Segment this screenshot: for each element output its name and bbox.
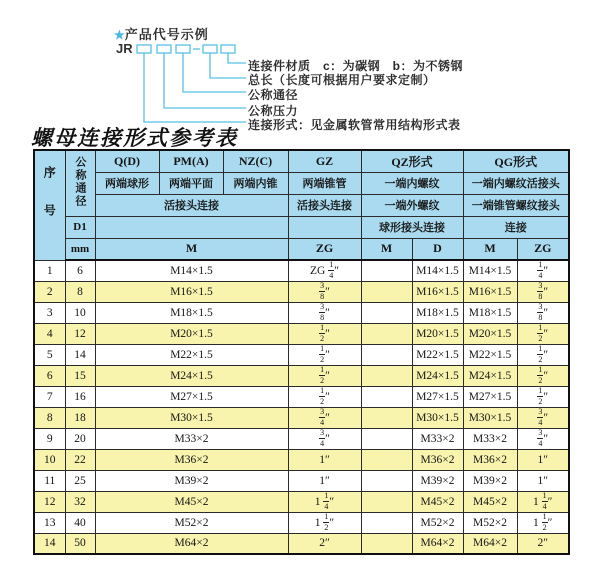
qg-m-cell: M52×2 — [463, 512, 517, 533]
m-cell: M27×1.5 — [95, 386, 288, 407]
diagram-caption-text: 产品代号示例 — [124, 27, 209, 42]
header-row-units — [34, 238, 569, 260]
qg-zg-cell: 1 $\frac{1}{2}$ ″ — [517, 512, 569, 533]
gz-cell: 1 $\frac{1}{2}$ ″ — [288, 512, 361, 533]
qg-m-cell: M39×2 — [463, 470, 517, 491]
m-cell: M45×2 — [95, 491, 288, 512]
header-end-pma: 两端平面 — [159, 172, 223, 194]
dn-cell: 18 — [65, 407, 95, 428]
table-row — [34, 449, 569, 470]
header-code-qz: QZ形式 — [361, 150, 463, 172]
header-code-nzc: NZ(C) — [223, 150, 288, 172]
dn-cell: 32 — [65, 491, 95, 512]
header-code-pma: PM(A) — [159, 150, 223, 172]
header-end-qz: 一端内螺纹 — [361, 172, 463, 194]
qg-zg-cell: $\frac{1}{2}$ ″ — [517, 323, 569, 344]
qz-m-cell — [361, 470, 412, 491]
m-cell: M39×2 — [95, 470, 288, 491]
table-row — [34, 512, 569, 533]
gz-cell: 1″ — [288, 470, 361, 491]
seq-cell: 14 — [34, 533, 65, 554]
m-cell: M14×1.5 — [95, 260, 288, 281]
table-row — [34, 323, 569, 344]
seq-cell: 6 — [34, 365, 65, 386]
seq-cell: 2 — [34, 281, 65, 302]
m-cell: M18×1.5 — [95, 302, 288, 323]
gz-cell: 1″ — [288, 449, 361, 470]
qg-zg-cell: $\frac{1}{4}$ ″ — [517, 260, 569, 281]
qg-m-cell: M64×2 — [463, 533, 517, 554]
table-row — [34, 470, 569, 491]
code-box — [203, 45, 217, 53]
qg-m-cell: M36×2 — [463, 449, 517, 470]
qg-m-cell: M20×1.5 — [463, 323, 517, 344]
table-row — [34, 302, 569, 323]
header-unit-qz-m: M — [361, 238, 412, 260]
qz-m-cell — [361, 386, 412, 407]
qg-zg-cell: 2″ — [517, 533, 569, 554]
qz-d-cell: M33×2 — [412, 428, 463, 449]
header-end-gz: 两端锥管 — [288, 172, 361, 194]
qz-d-cell: M36×2 — [412, 449, 463, 470]
qz-m-cell — [361, 407, 412, 428]
qg-m-cell: M22×1.5 — [463, 344, 517, 365]
seq-cell: 7 — [34, 386, 65, 407]
qg-zg-cell: $\frac{1}{2}$ ″ — [517, 365, 569, 386]
qz-m-cell — [361, 533, 412, 554]
dn-cell: 15 — [65, 365, 95, 386]
gz-cell: 2″ — [288, 533, 361, 554]
header-d1-qz: 球形接头连接 — [361, 216, 463, 238]
seq-cell: 10 — [34, 449, 65, 470]
qz-d-cell: M24×1.5 — [412, 365, 463, 386]
qg-zg-cell: 1 $\frac{1}{4}$ ″ — [517, 491, 569, 512]
qg-zg-cell: $\frac{1}{2}$ ″ — [517, 386, 569, 407]
table-row — [34, 260, 569, 281]
diagram-label-diameter: 公称通径 — [248, 88, 299, 102]
qg-m-cell: M27×1.5 — [463, 386, 517, 407]
qg-zg-cell: $\frac{1}{2}$ ″ — [517, 344, 569, 365]
qg-m-cell: M33×2 — [463, 428, 517, 449]
qz-d-cell: M14×1.5 — [412, 260, 463, 281]
header-unit-m: M — [95, 238, 288, 260]
qg-m-cell: M24×1.5 — [463, 365, 517, 386]
header-end-qg: 一端内螺纹活接头 — [463, 172, 569, 194]
seq-cell: 5 — [34, 344, 65, 365]
header-joint-qpn: 活接头连接 — [95, 194, 288, 216]
header-d1-label: D1 — [65, 216, 95, 238]
table-row — [34, 533, 569, 554]
qz-d-cell: M20×1.5 — [412, 323, 463, 344]
header-joint-qg: 一端锥管螺纹接头 — [463, 194, 569, 216]
qg-m-cell: M16×1.5 — [463, 281, 517, 302]
header-joint-qz: 一端外螺纹 — [361, 194, 463, 216]
seq-cell: 9 — [34, 428, 65, 449]
dn-cell: 25 — [65, 470, 95, 491]
qz-m-cell — [361, 260, 412, 281]
dn-cell: 10 — [65, 302, 95, 323]
diagram-label-pressure: 公称压力 — [248, 104, 299, 118]
dn-cell: 14 — [65, 344, 95, 365]
header-unit-qg-m: M — [463, 238, 517, 260]
qg-zg-cell: 1″ — [517, 470, 569, 491]
table-row — [34, 428, 569, 449]
table-body — [34, 260, 569, 554]
dn-header-label: 公称通径 — [74, 155, 86, 208]
table-row — [34, 407, 569, 428]
code-box — [157, 45, 171, 53]
code-box — [137, 45, 151, 53]
qz-d-cell: M45×2 — [412, 491, 463, 512]
gz-cell: $\frac{1}{2}$ ″ — [288, 323, 361, 344]
qg-m-cell: M14×1.5 — [463, 260, 517, 281]
header-end-nzc: 两端内锥 — [223, 172, 288, 194]
header-end-qd: 两端球形 — [95, 172, 159, 194]
gz-cell: $\frac{3}{8}$ ″ — [288, 281, 361, 302]
code-box — [176, 45, 190, 53]
qz-m-cell — [361, 344, 412, 365]
qz-m-cell — [361, 323, 412, 344]
seq-cell: 3 — [34, 302, 65, 323]
m-cell: M30×1.5 — [95, 407, 288, 428]
gz-cell: $\frac{1}{2}$ ″ — [288, 386, 361, 407]
code-box — [221, 45, 235, 53]
seq-cell: 4 — [34, 323, 65, 344]
seq-cell: 12 — [34, 491, 65, 512]
table-title: 螺母连接形式参考表 — [31, 125, 238, 150]
m-cell: M33×2 — [95, 428, 288, 449]
m-cell: M22×1.5 — [95, 344, 288, 365]
header-d1-blank-gz — [288, 216, 361, 238]
gz-cell: $\frac{3}{4}$ ″ — [288, 428, 361, 449]
dn-cell: 22 — [65, 449, 95, 470]
table-row — [34, 344, 569, 365]
qg-m-cell: M18×1.5 — [463, 302, 517, 323]
qz-d-cell: M27×1.5 — [412, 386, 463, 407]
gz-cell: 1 $\frac{1}{4}$ ″ — [288, 491, 361, 512]
table-row — [34, 491, 569, 512]
m-cell: M24×1.5 — [95, 365, 288, 386]
gz-cell: $\frac{3}{8}$ ″ — [288, 302, 361, 323]
qg-m-cell: M30×1.5 — [463, 407, 517, 428]
header-d1-blank-qpn — [95, 216, 288, 238]
qz-m-cell — [361, 365, 412, 386]
m-cell: M36×2 — [95, 449, 288, 470]
qz-d-cell: M16×1.5 — [412, 281, 463, 302]
qz-d-cell: M52×2 — [412, 512, 463, 533]
m-cell: M20×1.5 — [95, 323, 288, 344]
m-cell: M52×2 — [95, 512, 288, 533]
table-row — [34, 365, 569, 386]
seq-cell: 11 — [34, 470, 65, 491]
header-code-qd: Q(D) — [95, 150, 159, 172]
header-row-d1 — [34, 216, 569, 238]
qz-d-cell: M64×2 — [412, 533, 463, 554]
m-cell: M64×2 — [95, 533, 288, 554]
gz-cell: ZG $\frac{1}{4}$ ″ — [288, 260, 361, 281]
header-d1-qg: 连接 — [463, 216, 569, 238]
table-header — [34, 150, 569, 260]
diagram-label-length: 总长（长度可根据用户要求定制） — [248, 73, 436, 87]
dn-cell: 8 — [65, 281, 95, 302]
qg-zg-cell: $\frac{3}{4}$ ″ — [517, 407, 569, 428]
dn-cell: 50 — [65, 533, 95, 554]
gz-cell: $\frac{3}{4}$ ″ — [288, 407, 361, 428]
qz-m-cell — [361, 512, 412, 533]
diagram-label-connection: 连接形式：见金属软管常用结构形式表 — [248, 118, 461, 132]
table-row — [34, 386, 569, 407]
header-unit-zg: ZG — [288, 238, 361, 260]
product-code-prefix: JR — [116, 41, 133, 56]
m-cell: M16×1.5 — [95, 281, 288, 302]
seq-header-label: 序号 — [42, 165, 57, 242]
header-unit-qg-zg: ZG — [517, 238, 569, 260]
header-row-endtypes — [34, 172, 569, 194]
qg-zg-cell: 1″ — [517, 449, 569, 470]
qz-d-cell: M39×2 — [412, 470, 463, 491]
qg-m-cell: M45×2 — [463, 491, 517, 512]
qg-zg-cell: $\frac{3}{8}$ ″ — [517, 281, 569, 302]
qg-zg-cell: $\frac{3}{8}$ ″ — [517, 302, 569, 323]
seq-header-cell — [34, 150, 65, 260]
gz-cell: $\frac{1}{2}$ ″ — [288, 365, 361, 386]
qz-d-cell: M22×1.5 — [412, 344, 463, 365]
dn-cell: 16 — [65, 386, 95, 407]
qz-d-cell: M30×1.5 — [412, 407, 463, 428]
nut-connection-reference-table — [33, 149, 570, 555]
qz-m-cell — [361, 449, 412, 470]
qz-m-cell — [361, 281, 412, 302]
dn-cell: 12 — [65, 323, 95, 344]
table-row — [34, 281, 569, 302]
header-unit-mm: mm — [65, 238, 95, 260]
header-row-joints — [34, 194, 569, 216]
dn-header-cell — [65, 150, 95, 216]
header-code-qg: QG形式 — [463, 150, 569, 172]
header-unit-qz-d: D — [412, 238, 463, 260]
header-code-gz: GZ — [288, 150, 361, 172]
seq-cell: 8 — [34, 407, 65, 428]
qg-zg-cell: $\frac{3}{4}$ ″ — [517, 428, 569, 449]
header-row-codes — [34, 150, 569, 172]
qz-m-cell — [361, 302, 412, 323]
qz-d-cell: M18×1.5 — [412, 302, 463, 323]
seq-cell: 13 — [34, 512, 65, 533]
qz-m-cell — [361, 428, 412, 449]
dn-cell: 40 — [65, 512, 95, 533]
dn-cell: 20 — [65, 428, 95, 449]
gz-cell: $\frac{1}{2}$ ″ — [288, 344, 361, 365]
diagram-label-material: 连接件材质 c：为碳钢 b：为不锈钢 — [248, 59, 464, 73]
header-joint-gz: 活接头连接 — [288, 194, 361, 216]
star-icon: ★ — [114, 28, 125, 42]
dn-cell: 6 — [65, 260, 95, 281]
qz-m-cell — [361, 491, 412, 512]
seq-cell: 1 — [34, 260, 65, 281]
